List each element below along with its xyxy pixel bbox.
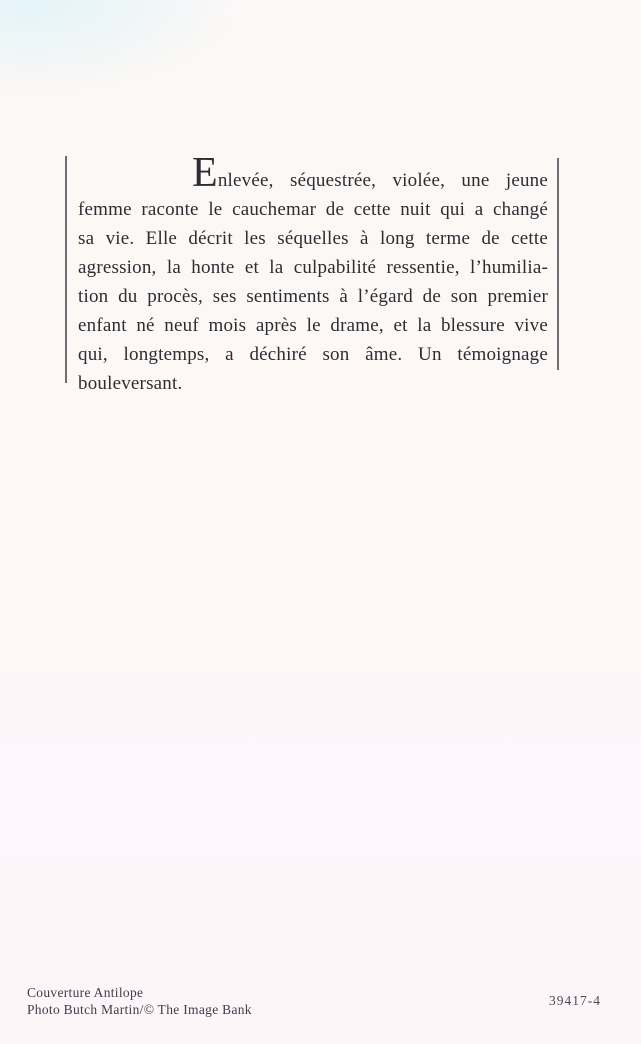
credits-block bbox=[27, 984, 252, 1018]
blurb-paragraph bbox=[78, 150, 548, 398]
blurb-line-3: sa vie. Elle décrit les séquelles à long terme de cette bbox=[78, 228, 548, 249]
blurb-line-1 bbox=[78, 150, 548, 196]
blurb-line-4: agression, la honte et la culpabilité ressentie, l’humilia- bbox=[78, 257, 548, 278]
blurb-line-1-text: nlevée, séquestrée, violée, une jeune bbox=[217, 170, 548, 191]
cover-credit: Couverture Antilope bbox=[27, 985, 144, 1000]
blurb-line-2: femme raconte le cauchemar de cette nuit qui a changé bbox=[78, 199, 548, 220]
quote-right-rule bbox=[557, 158, 559, 370]
quote-left-rule bbox=[65, 156, 67, 383]
blurb-line-6: enfant né neuf mois après le drame, et la blessure vive bbox=[78, 315, 548, 336]
catalog-number: 39417-4 bbox=[549, 993, 601, 1008]
photo-credit: Photo Butch Martin/© The Image Bank bbox=[27, 1002, 252, 1017]
initial-capital: E bbox=[192, 150, 218, 196]
blurb-line-7: qui, longtemps, a déchiré son âme. Un témoignage bbox=[78, 344, 548, 365]
blurb-line-5: tion du procès, ses sentiments à l’égard de son premier bbox=[78, 286, 548, 307]
blurb-line-8: bouleversant. bbox=[78, 373, 183, 394]
